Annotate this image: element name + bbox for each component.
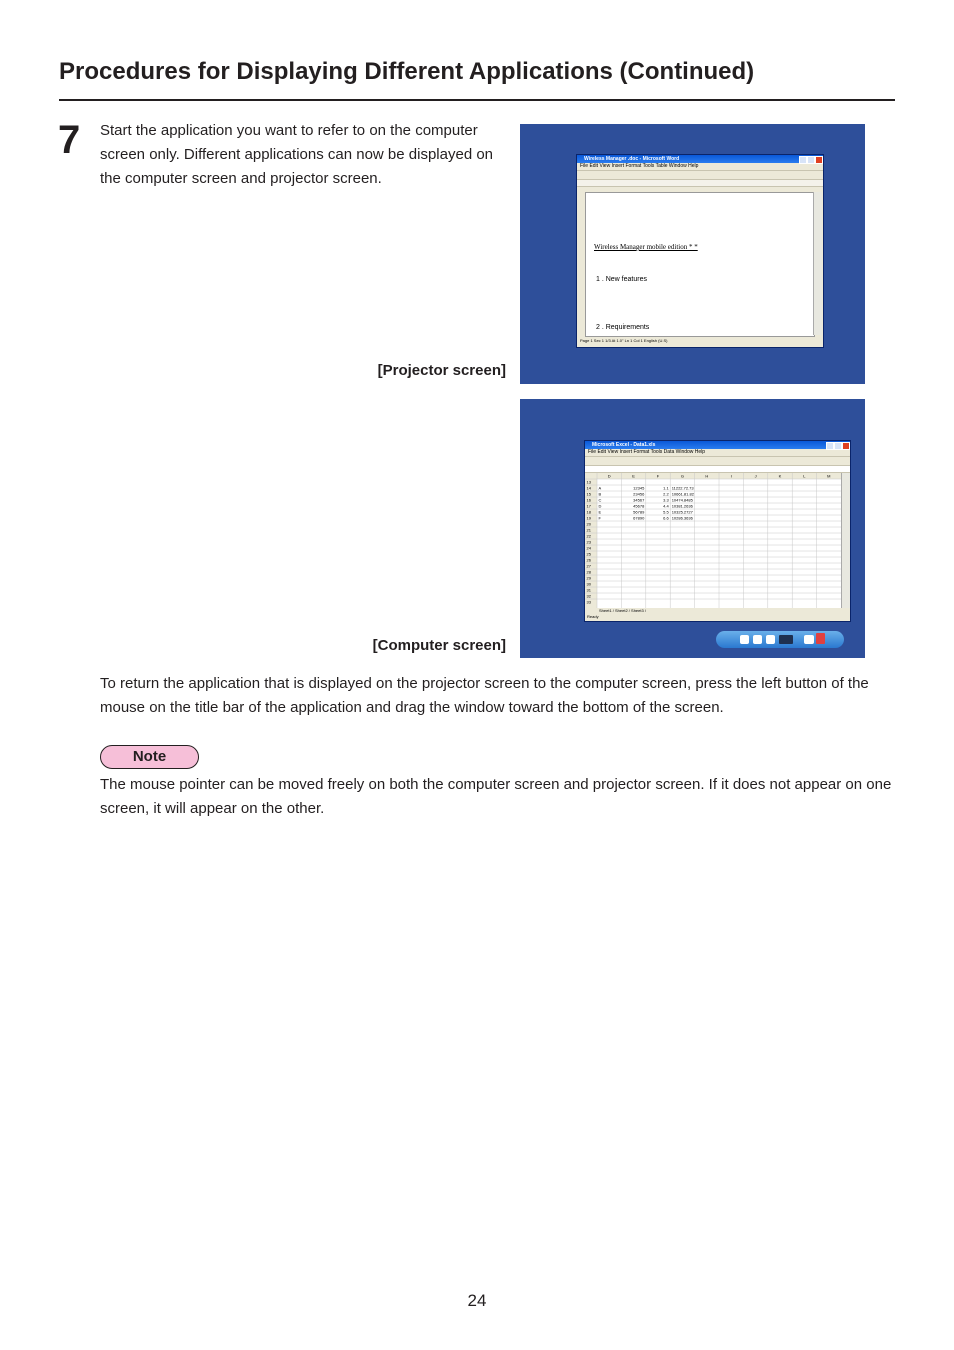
column-header-label: L xyxy=(803,473,806,479)
column-header-label: M xyxy=(827,473,831,479)
cell-value: 6.6 xyxy=(663,515,669,521)
column-header-label: D xyxy=(607,473,611,479)
cell-value: 10661.81.82 xyxy=(671,491,694,497)
row-number: 29 xyxy=(586,575,591,581)
row-number: 17 xyxy=(586,503,591,509)
star-icon[interactable] xyxy=(740,635,749,644)
step-number: 7 xyxy=(58,118,81,162)
excel-vertical-scrollbar[interactable] xyxy=(841,473,850,608)
word-title-bar[interactable] xyxy=(577,155,823,163)
row-number: 20 xyxy=(586,521,591,527)
cell-value: 1.1 xyxy=(663,485,669,491)
word-ruler xyxy=(577,180,823,187)
excel-sheet-grid[interactable] xyxy=(585,473,841,608)
cell-value: 23456 xyxy=(633,491,645,497)
minimize-icon[interactable] xyxy=(826,442,834,450)
cell-value: 56789 xyxy=(633,509,645,515)
excel-toolbar[interactable] xyxy=(585,457,850,466)
minimize-icon[interactable] xyxy=(799,156,807,164)
row-number: 26 xyxy=(586,557,591,563)
cell-value: 5.5 xyxy=(663,509,669,515)
column-header-label: F xyxy=(656,473,660,479)
excel-menu-bar[interactable]: File Edit View Insert Format Tools Data Window Help xyxy=(585,449,850,457)
row-number: 19 xyxy=(586,515,591,521)
row-number: 23 xyxy=(586,539,591,545)
row-number: 27 xyxy=(586,563,591,569)
column-header-label: I xyxy=(730,473,732,479)
excel-formula-bar[interactable] xyxy=(585,466,850,473)
page-number: 24 xyxy=(467,1291,487,1310)
cell-value: 3.3 xyxy=(663,497,669,503)
stop-icon[interactable] xyxy=(753,635,762,644)
computer-screen-caption: [Computer screen] xyxy=(372,637,506,654)
word-toolbar[interactable] xyxy=(577,171,823,180)
return-instruction-text: To return the application that is displayed on the projector screen to the computer screen, press the left button of the mouse on the title bar of the application and drag the window toward the bottom of the screen. xyxy=(100,675,869,716)
note-badge: Note xyxy=(100,745,199,769)
word-vertical-scrollbar[interactable] xyxy=(813,192,822,335)
close-icon[interactable] xyxy=(815,156,823,164)
close-icon[interactable] xyxy=(842,442,850,450)
page-title: Procedures for Displaying Different Applications (Continued) xyxy=(59,58,755,85)
row-number: 30 xyxy=(586,581,591,587)
cell-value: 12345 xyxy=(633,485,645,491)
cell-value: A xyxy=(598,485,602,491)
cell-value: E xyxy=(598,509,602,515)
play-icon[interactable] xyxy=(766,635,775,644)
cell-value: C xyxy=(598,497,602,503)
cell-value: 34567 xyxy=(633,497,645,503)
column-header-label: J xyxy=(754,473,757,479)
row-number: 18 xyxy=(586,509,591,515)
excel-status-bar: Ready xyxy=(587,614,599,619)
column-header-label: H xyxy=(705,473,709,479)
row-number: 25 xyxy=(586,551,591,557)
doc-item-1: 1 . New features xyxy=(596,276,647,283)
cell-value: 45678 xyxy=(633,503,645,509)
signal-icon xyxy=(779,635,793,644)
spreadsheet-grid xyxy=(585,473,841,608)
row-number: 14 xyxy=(586,485,591,491)
doc-item-2: 2 . Requirements xyxy=(596,324,650,331)
excel-title-bar[interactable] xyxy=(585,441,850,449)
row-number: 13 xyxy=(586,479,591,485)
row-number: 15 xyxy=(586,491,591,497)
word-window xyxy=(576,154,824,348)
excel-window xyxy=(584,440,851,622)
cell-value: B xyxy=(598,491,602,497)
cell-value: D xyxy=(598,503,602,509)
cell-value: F xyxy=(598,515,601,521)
cell-value: 2.2 xyxy=(663,491,669,497)
row-number: 21 xyxy=(586,527,591,533)
exit-icon[interactable] xyxy=(816,633,825,644)
cell-value: 10381.2636 xyxy=(671,503,693,509)
row-number: 28 xyxy=(586,569,591,575)
word-menu-bar[interactable]: File Edit View Insert Format Tools Table Window Help xyxy=(577,163,823,171)
title-rule xyxy=(59,99,895,101)
cell-value: 10474.8485 xyxy=(671,497,693,503)
row-number: 33 xyxy=(586,599,591,605)
word-window-title: Wireless Manager .doc - Microsoft Word xyxy=(584,156,680,162)
maximize-icon[interactable] xyxy=(807,156,815,164)
row-number: 32 xyxy=(586,593,591,599)
wireless-manager-taskbar[interactable] xyxy=(716,631,844,648)
step-text: Start the application you want to refer to on the computer screen only. Different applications can now be displayed on the computer screen and projector screen. xyxy=(100,122,494,187)
cell-value: 4.4 xyxy=(663,503,669,509)
excel-window-title: Microsoft Excel - Data1.xls xyxy=(592,442,656,448)
row-number: 31 xyxy=(586,587,591,593)
note-text: The mouse pointer can be moved freely on both the computer screen and projector screen. If it does not appear on one screen, it will appear on the other. xyxy=(100,776,892,817)
word-document[interactable] xyxy=(585,192,815,337)
row-number: 24 xyxy=(586,545,591,551)
cell-value: 10286.3636 xyxy=(671,515,693,521)
cell-value: 10325.2727 xyxy=(671,509,693,515)
word-status-bar: Page 1 Sec 1 1/3 At 1.0" Ln 1 Col 1 English (U.S) xyxy=(580,338,668,343)
projector-screen-image xyxy=(520,124,865,384)
row-number: 16 xyxy=(586,497,591,503)
cell-value: 11222.72.73 xyxy=(671,485,694,491)
row-number: 22 xyxy=(586,533,591,539)
column-header-label: K xyxy=(778,473,782,479)
computer-screen-image xyxy=(520,399,865,658)
cell-value: 67890 xyxy=(633,515,645,521)
column-header-label: G xyxy=(680,473,684,479)
maximize-icon[interactable] xyxy=(834,442,842,450)
settings-icon[interactable] xyxy=(804,635,814,644)
excel-sheet-tabs[interactable]: Sheet1 / Sheet2 / Sheet3 / xyxy=(599,608,646,613)
column-header-label: E xyxy=(632,473,635,479)
projector-screen-caption: [Projector screen] xyxy=(377,362,506,379)
doc-heading: Wireless Manager mobile edition * * xyxy=(594,243,698,251)
